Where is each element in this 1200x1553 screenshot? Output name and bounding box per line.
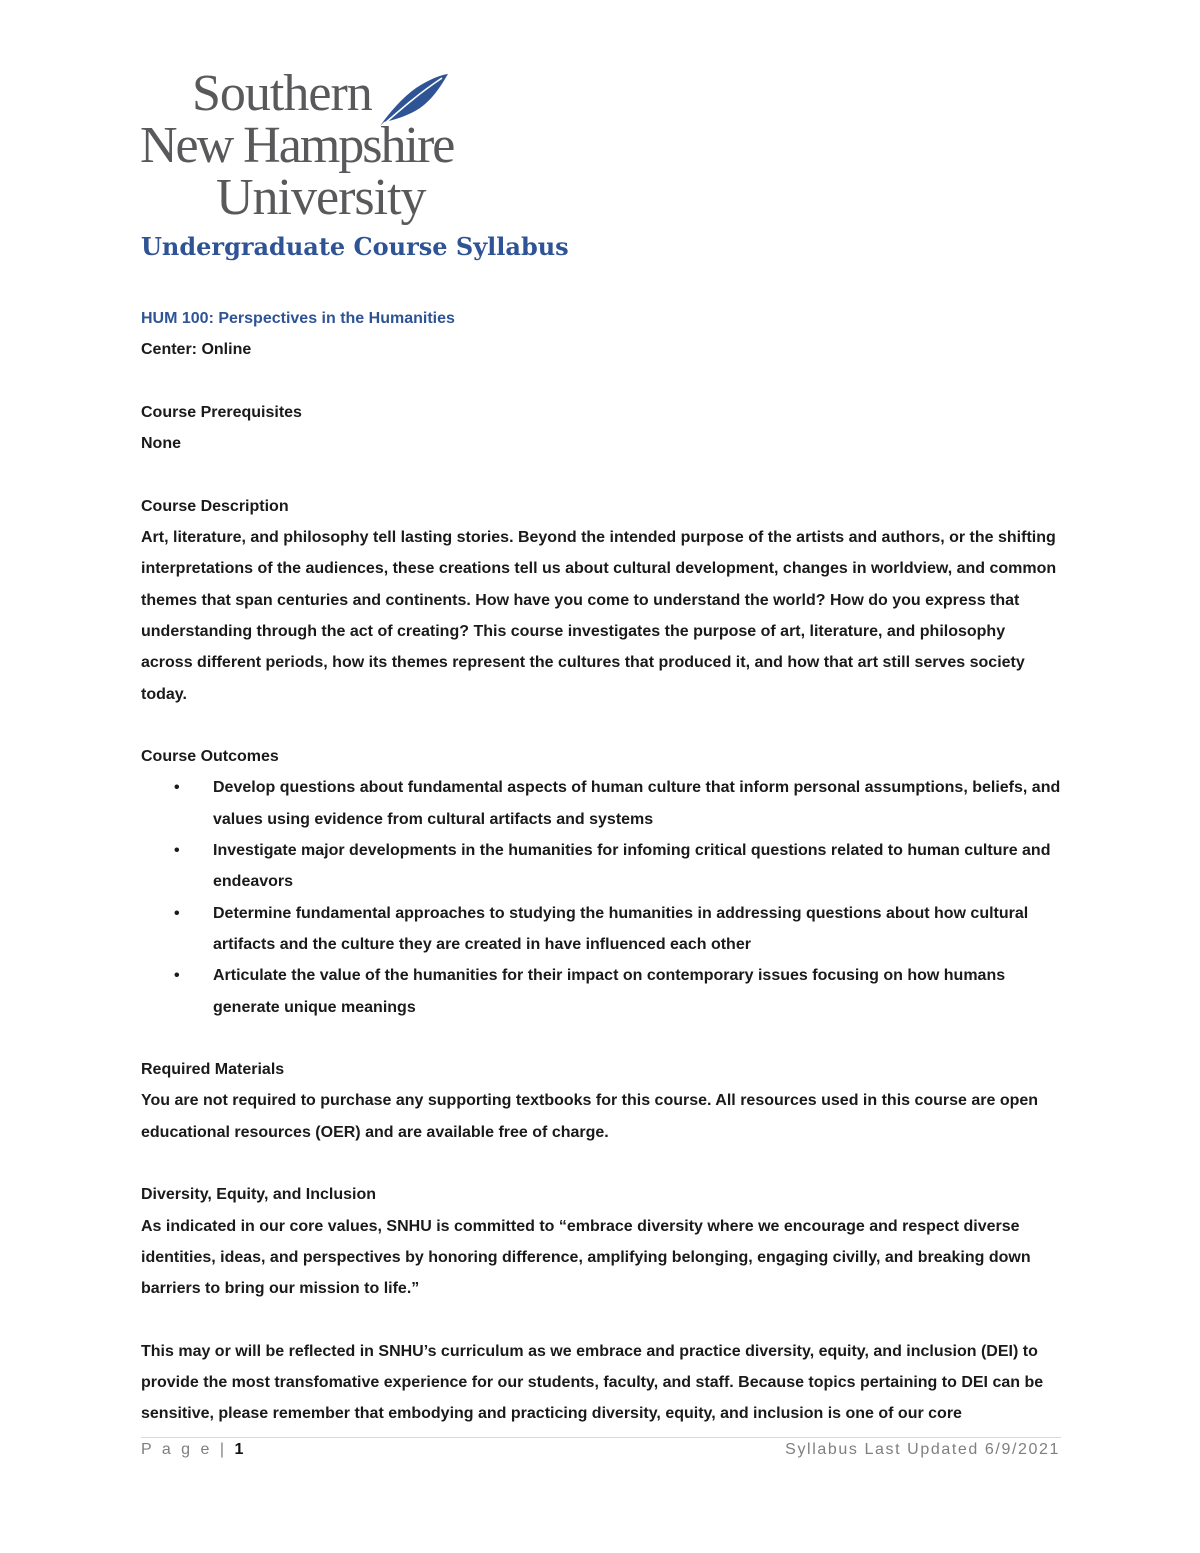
bullet-icon: • <box>174 842 180 860</box>
materials-heading: Required Materials <box>141 1061 285 1079</box>
dei-heading: Diversity, Equity, and Inclusion <box>141 1186 377 1204</box>
outcomes-heading: Course Outcomes <box>141 748 279 766</box>
footer-divider <box>141 1437 1061 1438</box>
course-center: Center: Online <box>141 341 252 359</box>
bullet-icon: • <box>174 779 180 797</box>
page-number-label <box>141 1441 243 1459</box>
dei-paragraph-1: As indicated in our core values, SNHU is committed to “embrace diversity where we encourage and respect diverse identities, ideas, and perspectives by honoring difference, amplifying belonging, engaging civilly, and breaking down barriers to bring our mission to life.” <box>141 1217 1031 1298</box>
bullet-icon: • <box>174 904 180 922</box>
list-item <box>141 960 1061 1023</box>
list-item <box>141 772 1061 835</box>
snhu-logo <box>140 65 454 228</box>
bullet-icon: • <box>174 967 180 985</box>
last-updated: Syllabus Last Updated 6/9/2021 <box>785 1441 1060 1458</box>
outcome-text: Develop questions about fundamental aspects of human culture that inform personal assumptions, beliefs, and values using evidence from cultural artifacts and systems <box>213 779 1061 828</box>
logo-line-2: New Hampshire <box>140 117 454 174</box>
materials-text: You are not required to purchase any supporting textbooks for this course. All resources used in this course are open educational resources (OER) and are available free of charge. <box>141 1092 1039 1141</box>
outcome-text: Investigate major developments in the humanities for infoming critical questions related to human culture and endeavors <box>213 842 1051 891</box>
description-heading: Course Description <box>141 497 289 515</box>
leaf-icon <box>376 72 450 128</box>
list-item <box>141 835 1061 898</box>
list-item <box>141 898 1061 961</box>
outcome-text: Articulate the value of the humanities for their impact on contemporary issues focusing on how humans generate unique meanings <box>213 967 1006 1016</box>
prerequisites-value: None <box>141 435 181 453</box>
outcomes-list <box>141 772 1061 1022</box>
outcome-text: Determine fundamental approaches to studying the humanities in addressing questions about how cultural artifacts and the culture they are created in have influenced each other <box>213 904 1029 953</box>
course-code-title: HUM 100: Perspectives in the Humanities <box>141 310 455 327</box>
syllabus-content <box>141 303 1061 1430</box>
logo-line-1: Southern <box>192 65 372 122</box>
page-label: P a g e | <box>141 1441 228 1458</box>
logo-line-3: University <box>216 169 426 226</box>
description-text: Art, literature, and philosophy tell lasting stories. Beyond the intended purpose of the artists and authors, or the shifting interpretations of the audiences, these creations tell us about cultural development, changes in worldview, and common themes that span centuries and continents. How have you come to understand the world? How do you express that understanding through the act of creating? This course investigates the purpose of art, literature, and philosophy across different periods, how its themes represent the cultures that produced it, and how that art still serves society today. <box>141 529 1057 703</box>
prerequisites-heading: Course Prerequisites <box>141 403 302 421</box>
page-number: 1 <box>234 1441 244 1458</box>
page-title: Undergraduate Course Syllabus <box>141 232 569 261</box>
dei-paragraph-2: This may or will be reflected in SNHU’s curriculum as we embrace and practice diversity, equity, and inclusion (DEI) to provide the most transfomative experience for our students, faculty, and staff. Because topics pertaining to DEI can be sensitive, please remember that embodying and practicing diversity, equity, and inclusion is one of our core <box>141 1342 1044 1423</box>
